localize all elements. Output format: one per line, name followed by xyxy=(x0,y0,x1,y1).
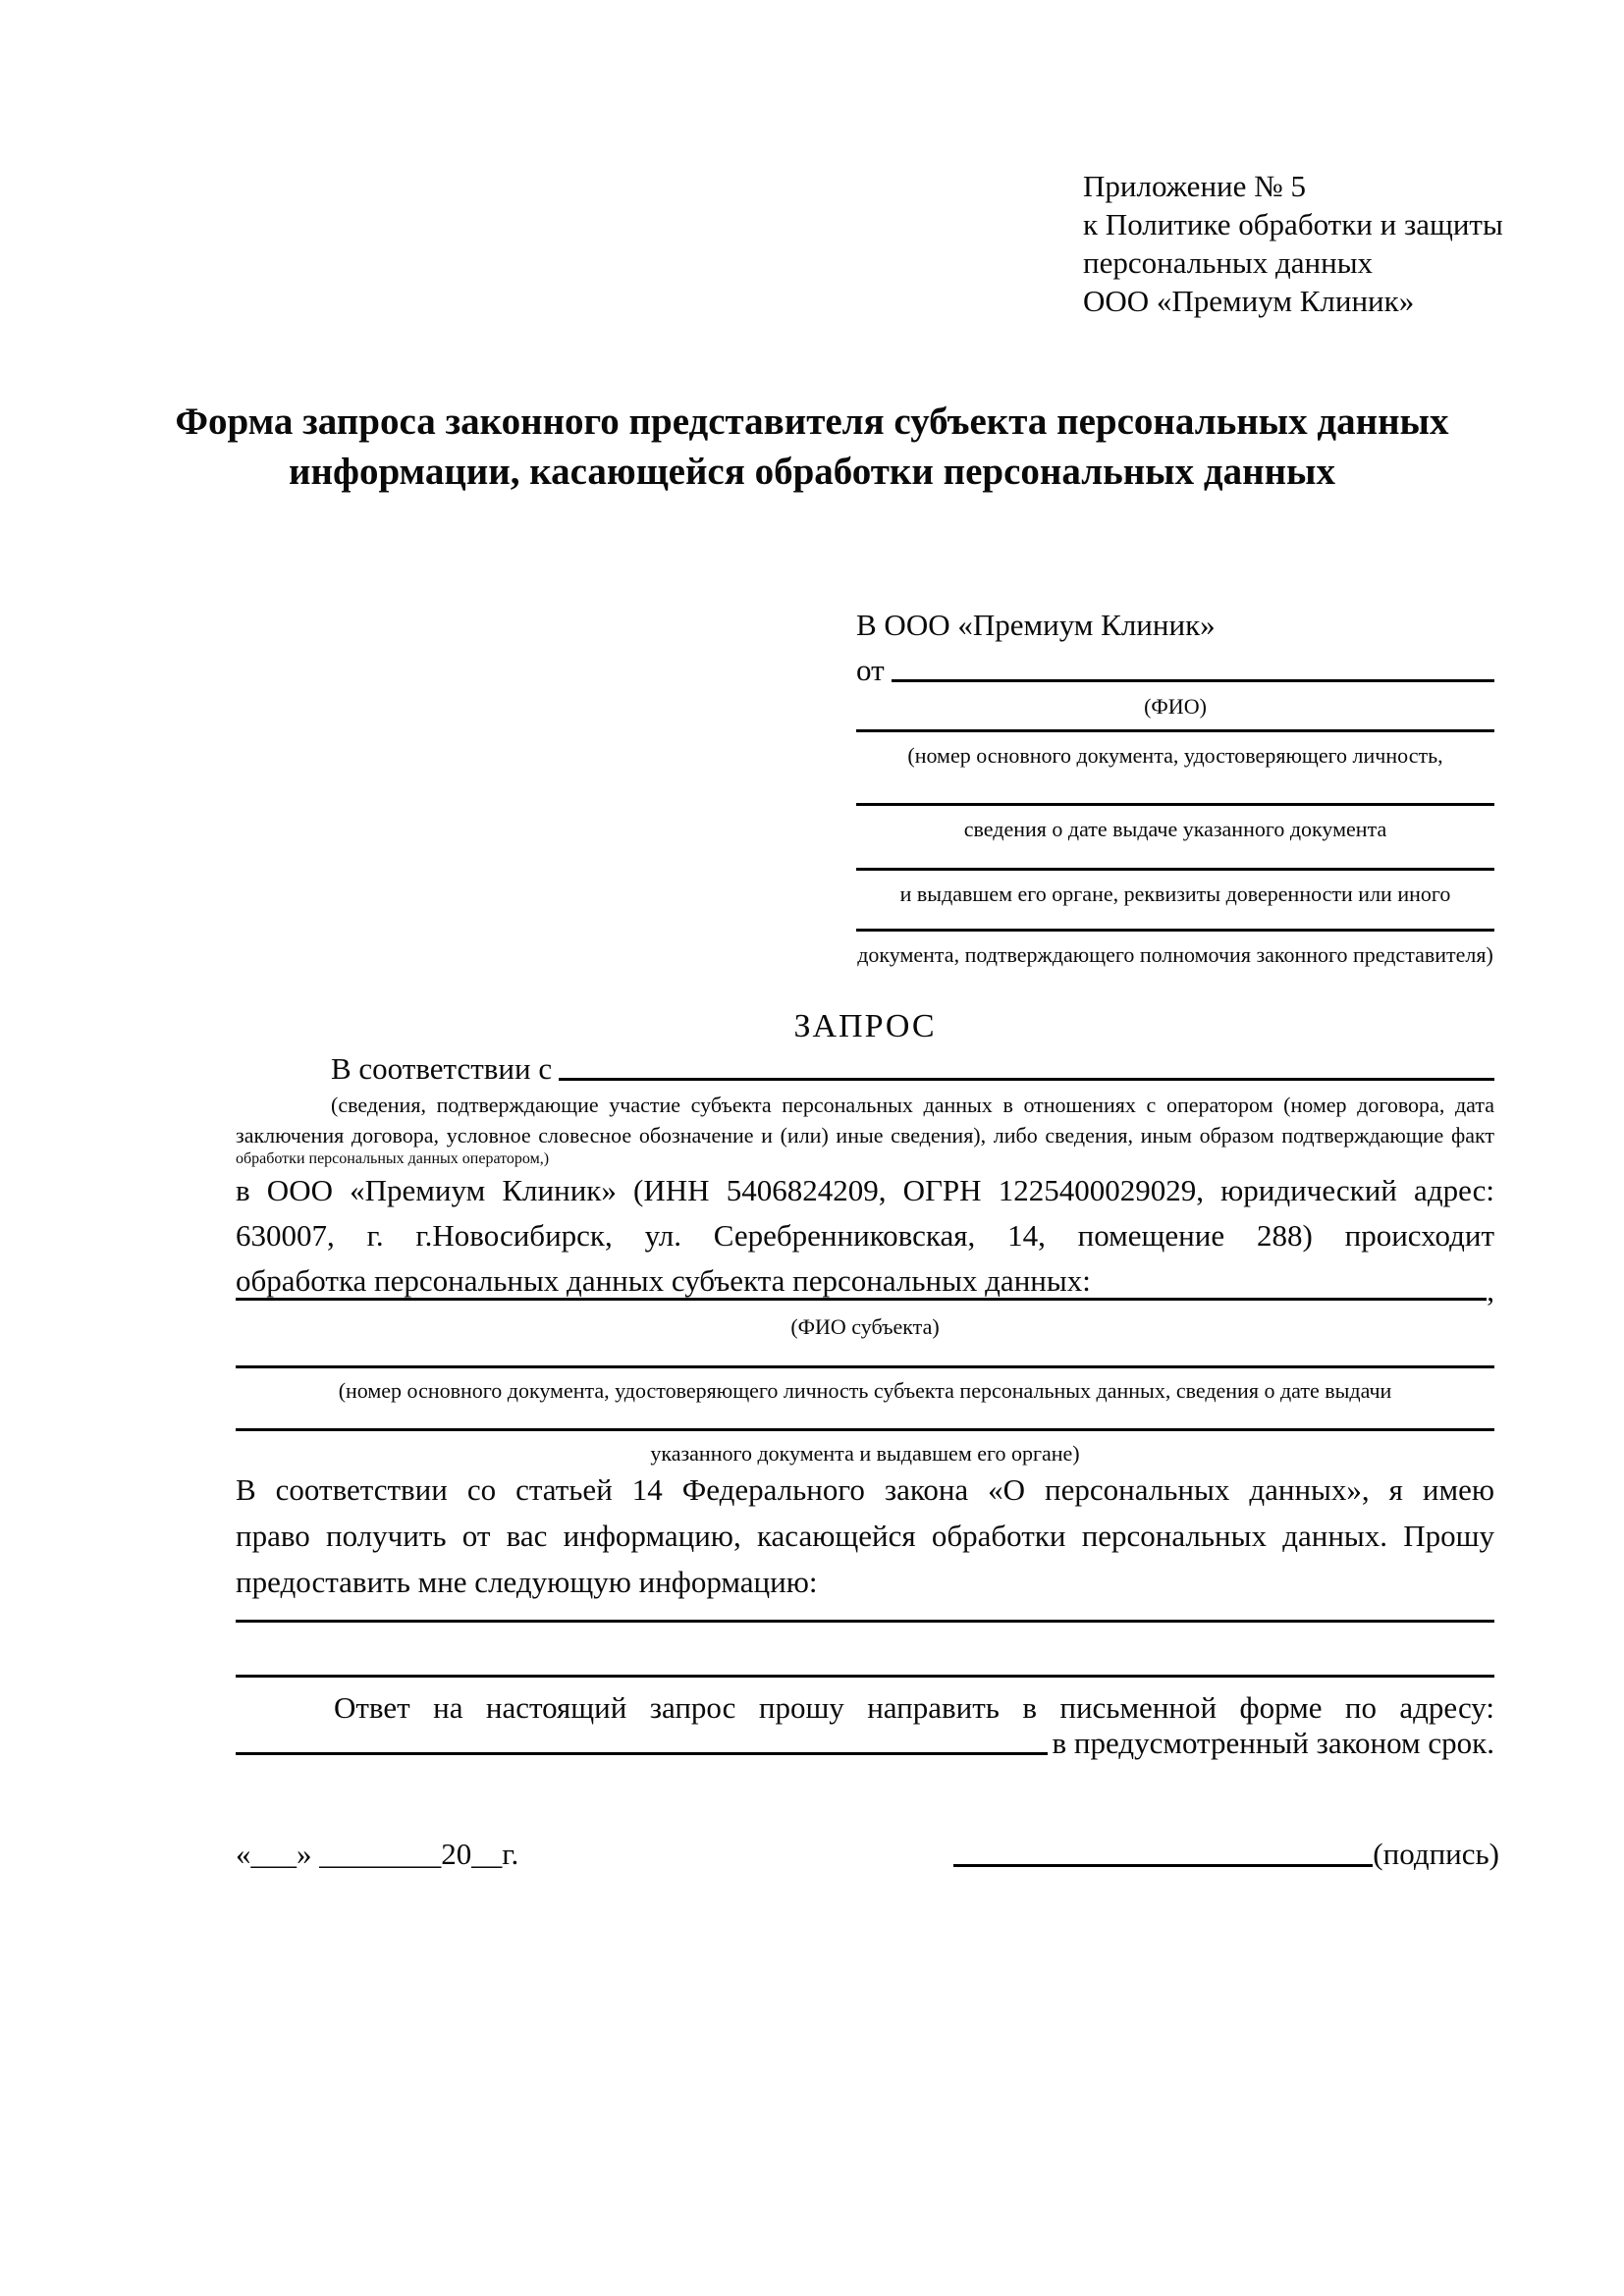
date-blank: «___» ________20__г. xyxy=(236,1837,519,1871)
field-caption: документа, подтверждающего полномочия законного представителя) xyxy=(857,942,1493,967)
appendix-header-block xyxy=(1083,167,1503,320)
blank-field-rule xyxy=(856,868,1494,871)
subject-fio-row xyxy=(236,1272,1494,1306)
document-field-group xyxy=(856,868,1494,908)
operator-paragraph-line: 630007, г. г.Новосибирск, ул. Серебренниковская, 14, помещение 288) происходит xyxy=(236,1218,1494,1253)
basis-caption-line: заключения договора, условное словесное обозначение и (или) иные сведения), либо сведения, иным образом подтверждающие факт xyxy=(236,1123,1494,1148)
info-blank-line xyxy=(236,1675,1494,1678)
document-title xyxy=(157,397,1467,497)
document-title-line: Форма запроса законного представителя субъекта персональных данных xyxy=(175,400,1449,443)
law-paragraph-line: право получить от вас информацию, касающейся обработки персональных данных. Прошу xyxy=(236,1519,1494,1553)
law-paragraph-line: В соответствии со статьей 14 Федерального закона «О персональных данных», я имею xyxy=(236,1472,1494,1507)
field-caption: (номер основного документа, удостоверяющего личность, xyxy=(907,743,1443,768)
request-heading: ЗАПРОС xyxy=(793,1008,937,1044)
document-field-group xyxy=(856,929,1494,969)
subject-doc-blank-line xyxy=(236,1365,1494,1368)
operator-paragraph-line: в ООО «Премиум Клиник» (ИНН 5406824209, ОГРН 1225400029029, юридический адрес: xyxy=(236,1173,1494,1207)
footer-row xyxy=(236,1836,1499,1873)
signature-caption: (подпись) xyxy=(1373,1837,1499,1871)
recipient-block xyxy=(856,607,1494,967)
subject-fio-caption: (ФИО субъекта) xyxy=(790,1314,940,1339)
appendix-line: ООО «Премиум Клиник» xyxy=(1083,284,1415,318)
blank-field-rule xyxy=(856,929,1494,932)
basis-row xyxy=(236,1046,1494,1086)
signature-area xyxy=(953,1836,1499,1873)
blank-field-rule xyxy=(856,729,1494,732)
trailing-comma: , xyxy=(1487,1273,1494,1308)
info-blank-line xyxy=(236,1620,1494,1623)
law-paragraph-line: предоставить мне следующую информацию: xyxy=(236,1565,818,1599)
basis-caption xyxy=(236,1090,1494,1168)
appendix-line: к Политике обработки и защиты xyxy=(1083,207,1503,241)
from-label: от xyxy=(856,653,885,687)
answer-line-suffix: в предусмотренный законом срок. xyxy=(1052,1726,1494,1760)
field-caption: и выдавшем его органе, реквизиты доверенности или иного xyxy=(899,881,1451,906)
appendix-line: персональных данных xyxy=(1083,245,1374,280)
document-field-group xyxy=(856,729,1494,770)
answer-line: Ответ на настоящий запрос прошу направить в письменной форме по адресу: xyxy=(334,1690,1494,1725)
document-field-group xyxy=(856,803,1494,843)
to-organization-line: В ООО «Премиум Клиник» xyxy=(856,608,1216,642)
subject-fio-blank-line xyxy=(236,1298,1487,1301)
fio-caption: (ФИО) xyxy=(1144,694,1207,719)
operator-paragraph-line: обработка персональных данных субъекта персональных данных: xyxy=(236,1263,1091,1298)
from-row xyxy=(856,644,1494,687)
document-title-line: информации, касающейся обработки персональных данных xyxy=(289,451,1335,493)
subject-doc-caption: указанного документа и выдавшем его органе) xyxy=(650,1441,1080,1466)
address-blank-line xyxy=(236,1752,1048,1755)
answer-address-row xyxy=(236,1725,1494,1760)
basis-caption-line: (сведения, подтверждающие участие субъекта персональных данных в отношениях с оператором (номер договора, дата xyxy=(331,1093,1494,1117)
basis-prefix: В соответствии с xyxy=(331,1051,553,1086)
field-caption: сведения о дате выдаче указанного документа xyxy=(963,817,1387,841)
law-paragraph xyxy=(236,1467,1494,1605)
blank-field-rule xyxy=(856,803,1494,806)
applicant-fio-blank-line xyxy=(892,679,1494,682)
signature-blank-line xyxy=(953,1864,1373,1867)
subject-doc-caption: (номер основного документа, удостоверяющего личность субъекта персональных данных, сведения о дате выдачи xyxy=(338,1378,1392,1403)
basis-caption-line: обработки персональных данных оператором,) xyxy=(236,1150,550,1167)
subject-doc-blank-line xyxy=(236,1428,1494,1431)
appendix-line: Приложение № 5 xyxy=(1083,169,1306,203)
basis-blank-line xyxy=(559,1078,1494,1081)
